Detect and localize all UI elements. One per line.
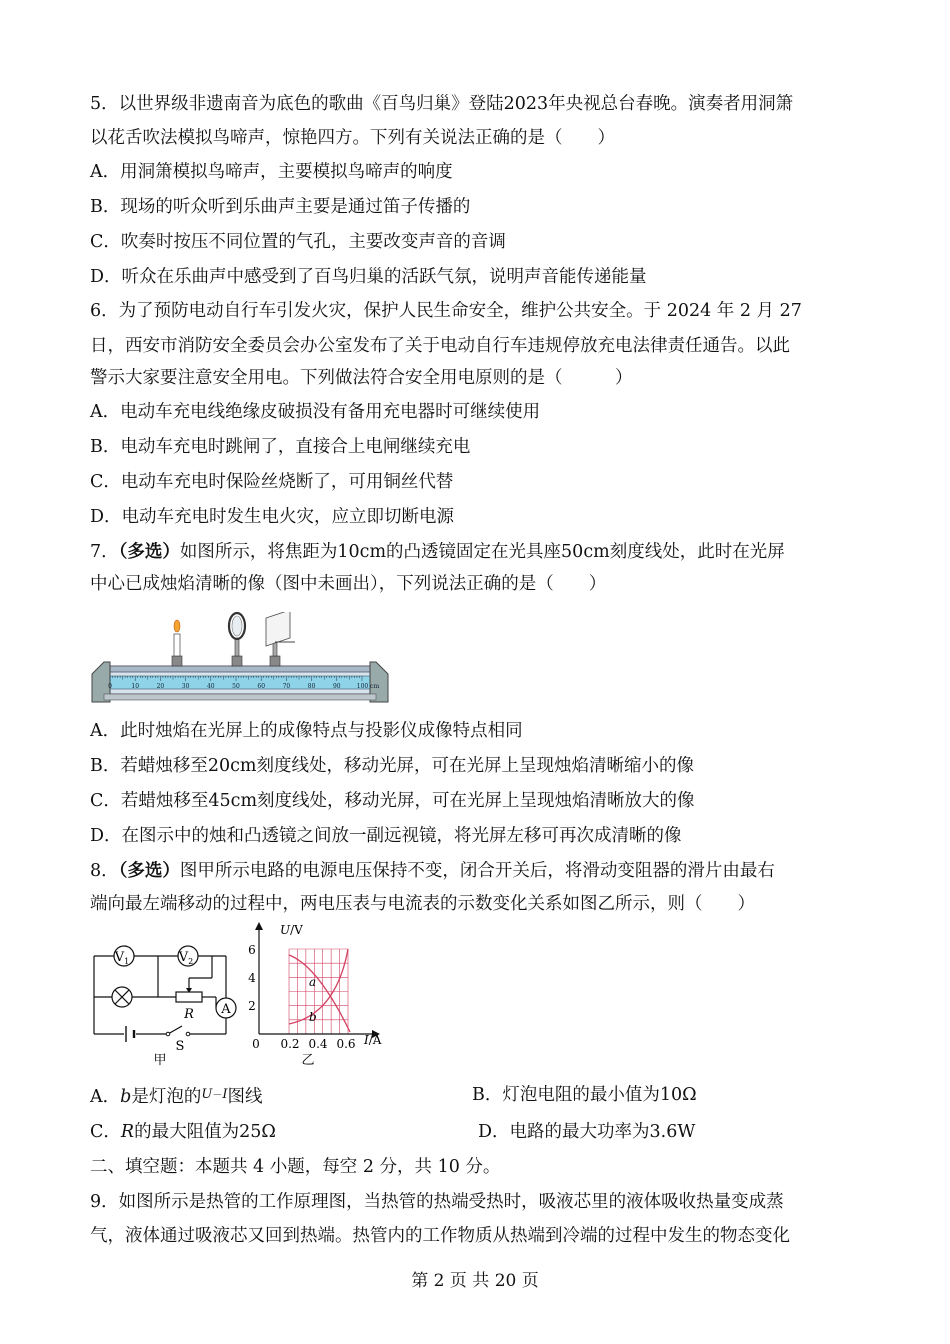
q5-option-b: B．现场的听众听到乐曲声主要是通过笛子传播的: [90, 197, 471, 217]
q8-option-a-prefix: A．: [90, 1087, 121, 1107]
q8-line2: 端向最左端移动的过程中，两电压表与电流表的示数变化关系如图乙所示，则（ ）: [90, 894, 755, 914]
ruler-label: 80: [307, 683, 316, 690]
ruler-label: 100 cm: [356, 683, 380, 690]
q8-option-c-prefix: C．: [90, 1122, 121, 1142]
q6-line3: 警示大家要注意安全用电。下列做法符合安全用电原则的是（ ）: [90, 368, 633, 388]
ruler-label: 50: [232, 683, 240, 690]
convex-lens: [229, 613, 245, 666]
ruler-label: 60: [257, 683, 266, 690]
q6-line1: 6．为了预防电动自行车引发火灾，保护人民生命安全，维护公共安全。于 2024 年 2 月 27: [90, 301, 802, 321]
q8-option-a-mid: 是灯泡的: [131, 1087, 202, 1107]
q7-option-c: C．若蜡烛移至45cm刻度线处，移动光屏，可在光屏上呈现烛焰清晰放大的像: [90, 791, 695, 811]
circuit-diagram: [88, 936, 238, 1066]
x-tick-label: 0.6: [336, 1037, 356, 1051]
optical-bench-figure: [90, 612, 390, 712]
ruler-label: 20: [156, 683, 165, 690]
q7-option-b: B．若蜡烛移至20cm刻度线处，移动光屏，可在光屏上呈现烛焰清晰缩小的像: [90, 756, 695, 776]
ruler-label: 30: [181, 683, 190, 690]
candle: [172, 620, 182, 666]
circuit-caption: 甲: [153, 1053, 167, 1066]
q8-multi-tag: （多选）: [118, 861, 180, 881]
q6-option-b: B．电动车充电时跳闸了，直接合上电闸继续充电: [90, 437, 471, 457]
q8-number: 8．: [90, 861, 119, 881]
voltmeter-v1-label: $V_1$: [114, 950, 130, 966]
q9-line2: 气，液体通过吸液芯又回到热端。热管内的工作物质从热端到冷端的过程中发生的物态变化: [90, 1226, 790, 1246]
curve-a: [289, 955, 350, 1032]
q6-option-a: A．电动车充电线绝缘皮破损没有备用充电器时可继续使用: [90, 402, 541, 422]
q7-option-a: A．此时烛焰在光屏上的成像特点与投影仪成像特点相同: [90, 721, 523, 741]
page-footer: 第 2 页 共 20 页: [411, 1271, 539, 1291]
graph-caption: 乙: [301, 1053, 315, 1068]
q5-option-a: A．用洞箫模拟鸟啼声，主要模拟鸟啼声的响度: [90, 162, 453, 182]
ui-graph: [240, 918, 390, 1076]
ruler-label: 40: [206, 683, 215, 690]
y-axis-label: U/V: [280, 923, 303, 937]
q8-option-a-u: U: [201, 1087, 213, 1102]
resistor-label: R: [184, 1007, 194, 1022]
curve-a-label: a: [309, 975, 317, 989]
q8-option-b: B．灯泡电阻的最小值为10Ω: [472, 1085, 697, 1105]
q8-option-a-dash: －: [212, 1090, 223, 1101]
q7-line2: 中心已成烛焰清晰的像（图中未画出），下列说法正确的是（ ）: [90, 574, 607, 594]
x-axis-label: I/A: [364, 1033, 382, 1047]
q7-option-d: D．在图示中的烛和凸透镜之间放一副远视镜，将光屏左移可再次成清晰的像: [90, 826, 682, 846]
q9-line1: 9．如图所示是热管的工作原理图，当热管的热端受热时，吸液芯里的液体吸收热量变成蒸: [90, 1192, 784, 1212]
q7-number: 7．: [90, 542, 119, 562]
q5-option-d: D．听众在乐曲声中感受到了百鸟归巢的活跃气氛，说明声音能传递能量: [90, 267, 647, 287]
q7-line1: [90, 540, 785, 564]
q7-stem-1: 如图所示，将焦距为10cm的凸透镜固定在光具座50cm刻度线处，此时在光屏: [179, 542, 785, 562]
q7-multi-tag: （多选）: [118, 542, 180, 562]
q6-option-d: D．电动车充电时发生电火灾，应立即切断电源: [90, 507, 455, 527]
q8-option-a: [90, 1083, 262, 1109]
q8-option-c: [90, 1120, 276, 1144]
ruler-label: 90: [332, 683, 341, 690]
q8-option-a-i: I: [222, 1087, 228, 1102]
switch-label: S: [175, 1039, 185, 1054]
q6-line2: 日，西安市消防安全委员会办公室发布了关于电动自行车违规停放充电法律责任通告。以此: [90, 336, 790, 356]
ruler-label: 0: [108, 683, 112, 690]
q5-option-c: C．吹奏时按压不同位置的气孔，主要改变声音的音调: [90, 232, 506, 252]
q5-line2: 以花舌吹法模拟鸟啼声，惊艳四方。下列有关说法正确的是（ ）: [90, 128, 615, 148]
q5-line1: 5．以世界级非遗南音为底色的歌曲《百鸟归巢》登陆2023年央视总台春晚。演奏者用洞箫: [90, 94, 794, 114]
y-tick-label: 2: [248, 999, 256, 1013]
q8-option-c-post: 的最大阻值为25Ω: [134, 1122, 276, 1142]
q8-option-a-b: b: [120, 1087, 132, 1107]
x-tick-label: 0: [252, 1037, 260, 1051]
y-tick-label: 6: [248, 943, 256, 957]
ruler-label: 10: [131, 683, 140, 690]
section-2-heading: 二、填空题：本题共 4 小题，每空 2 分，共 10 分。: [90, 1157, 501, 1177]
curve-b-label: b: [309, 1010, 317, 1024]
ammeter-label: A: [221, 1002, 231, 1017]
q8-option-c-r: R: [120, 1122, 135, 1142]
q8-option-d: D．电路的最大功率为3.6W: [478, 1122, 696, 1142]
ruler-label: 70: [282, 683, 291, 690]
q8-line1: [90, 859, 775, 883]
x-tick-label: 0.2: [280, 1037, 300, 1051]
q8-option-a-post: 图线: [227, 1087, 263, 1107]
q8-stem-1: 图甲所示电路的电源电压保持不变，闭合开关后，将滑动变阻器的滑片由最右: [179, 861, 775, 881]
y-tick-label: 4: [248, 971, 256, 985]
voltmeter-v2-label: $V_2$: [178, 950, 194, 966]
light-screen: [266, 612, 295, 666]
q6-option-c: C．电动车充电时保险丝烧断了，可用铜丝代替: [90, 472, 454, 492]
x-tick-label: 0.4: [308, 1037, 328, 1051]
